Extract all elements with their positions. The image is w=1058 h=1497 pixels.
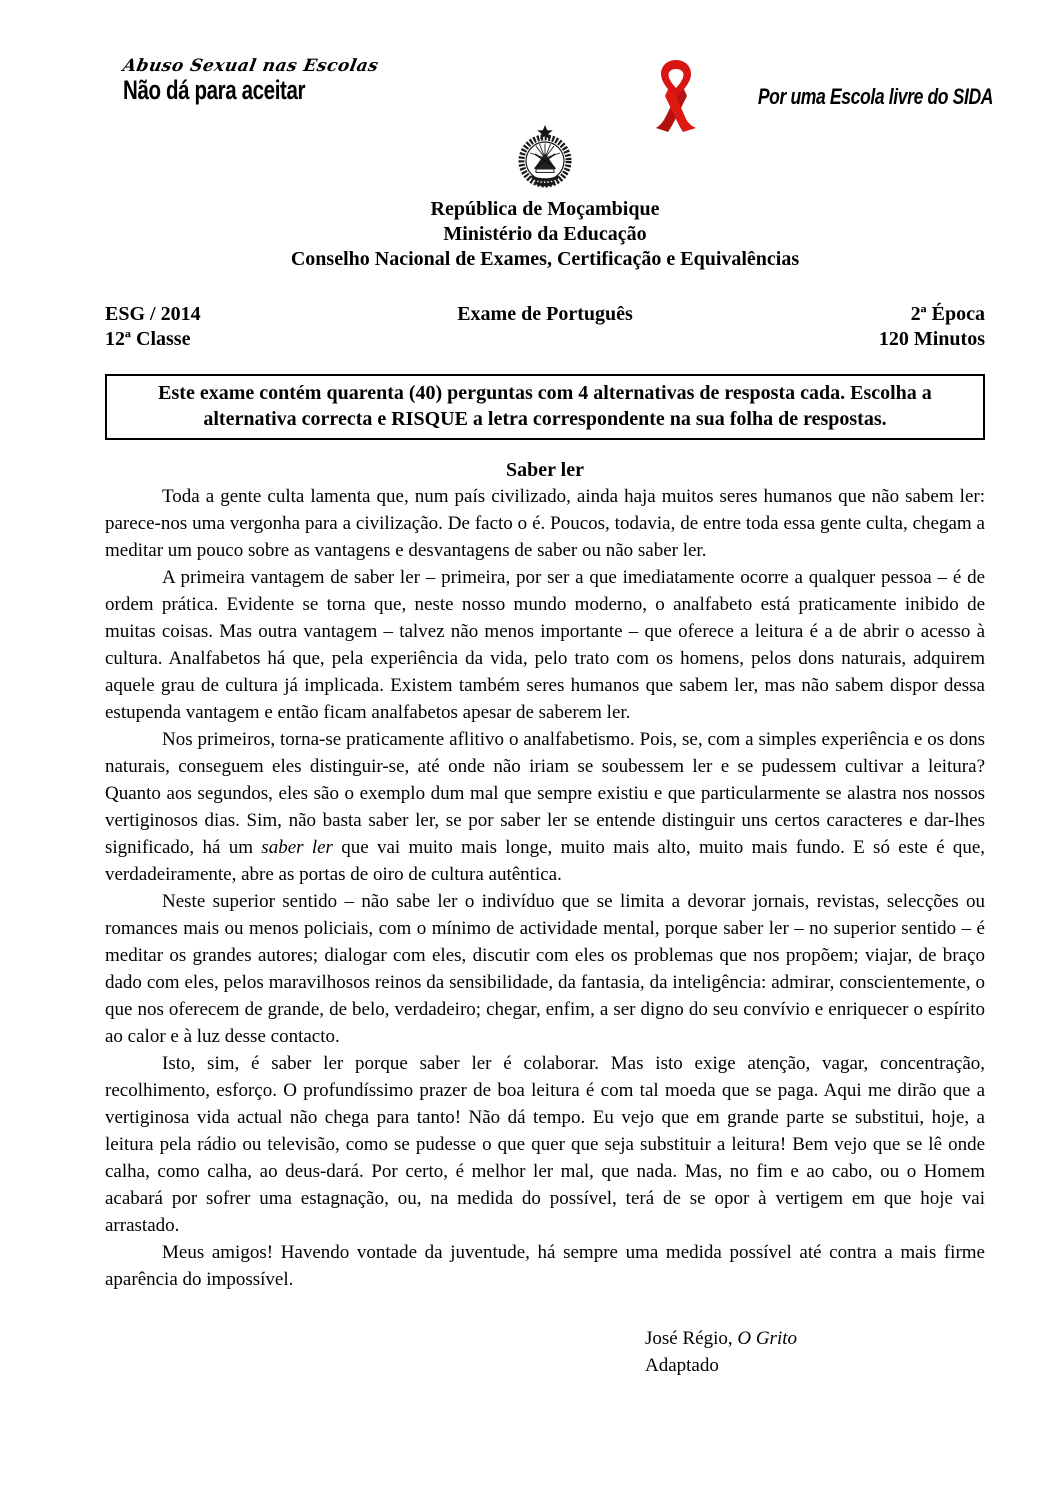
exam-level-year: ESG / 2014	[105, 303, 201, 325]
paragraph-6: Meus amigos! Havendo vontade da juventude, há sempre uma medida possível até contra a mais firme aparência do impossível.	[105, 1242, 985, 1290]
paragraph-3-pre: Nos primeiros, torna-se praticamente aflitivo o analfabetismo. Pois, se, com a simples experiência e os dons naturais, conseguem eles distinguir-se, até onde não iriam se soubessem ler e se pudessem cultivar a leitura? Quanto aos segundos, eles são o exemplo dum mal que sempre existiu e que particularmente se alastra nos nossos vertiginosos dias. Sim, não basta saber ler, se por saber ler se entende distinguir uns certos caracteres e dar-lhes significado, há um	[105, 729, 985, 858]
exam-info-row-2	[105, 327, 985, 352]
paragraph-4: Neste superior sentido – não sabe ler o indivíduo que se limita a devorar jornais, revistas, selecções ou romances mais ou menos policiais, com o mínimo de actividade mental, porque saber ler – no superior sentido – é meditar os grandes autores; dialogar com eles, discutir com eles os problemas que nos propõem; viajar, de braço dado com eles, pelos maravilhosos reinos da sensibilidade, da fantasia, da inteligência: admirar, conscientemente, o que nos oferecem de grande, de belo, verdadeiro; chegar, enfim, a ser digno do seu convívio e enriquecer o espírito ao calor e à luz desse contacto.	[105, 891, 985, 1047]
attribution-adapted-note: Adaptado	[645, 1355, 719, 1376]
exam-info-row-1	[105, 302, 985, 327]
paragraph-3	[105, 726, 985, 888]
exam-epoch: 2ª Época	[910, 303, 985, 325]
campaign-right-block	[653, 58, 993, 142]
paragraph-3-post: que vai muito mais longe, muito mais alto, muito mais fundo. E só este é que, verdadeiramente, abre as portas de oiro de cultura autêntica.	[105, 837, 986, 885]
red-ribbon-icon	[653, 58, 699, 142]
attribution-work-title: O Grito	[737, 1328, 798, 1349]
exam-subject: Exame de Português	[457, 303, 633, 325]
exam-duration: 120 Minutos	[878, 328, 985, 350]
campaign-bold-line: Não dá para aceitar	[123, 75, 306, 105]
campaign-ribbon-slogan: Por uma Escola livre do SIDA	[757, 84, 993, 109]
passage-title: Saber ler	[506, 459, 584, 481]
official-header	[105, 197, 985, 272]
paragraph-5: Isto, sim, é saber ler porque saber ler é colaborar. Mas isto exige atenção, vagar, concentração, recolhimento, esforço. O profundíssimo prazer de boa leitura é com tal moeda que se paga. Aqui me dirão que a vertiginosa vida actual não chega para tanto! Não dá tempo. Eu vejo que em grande parte se substitui, hoje, a leitura pela rádio ou televisão, como se pudesse o que quer que seja substituir a leitura! Bem vejo que se lê onde calha, como calha, ao deus-dará. Por certo, é melhor ler mal, que nada. Mas, no fim e ao cabo, ou o Homem acabará por sofrer uma estagnação, ou, na medida do possível, terá de se opor à vertigem em que hoje vai arrastado.	[105, 1053, 985, 1236]
instructions-box: Este exame contém quarenta (40) perguntas com 4 alternativas de resposta cada. Escolha a alternativa correcta e RISQUE a letra correspondente na sua folha de respostas.	[105, 374, 985, 440]
attribution-author-line	[645, 1325, 985, 1352]
header-council: Conselho Nacional de Exames, Certificação e Equivalências	[290, 248, 800, 270]
reading-passage	[105, 457, 985, 1379]
campaign-left-block	[121, 56, 381, 105]
exam-grade: 12ª Classe	[105, 328, 191, 350]
paragraph-1: Toda a gente culta lamenta que, num país civilizado, ainda haja muitos seres humanos que não sabem ler: parece-nos uma vergonha para a civilização. De facto o é. Poucos, todavia, de entre toda essa gente culta, chegam a meditar um pouco sobre as vantagens e desvantagens de saber ou não saber ler.	[105, 486, 985, 561]
exam-info	[105, 302, 985, 352]
campaign-script-line: Abuso Sexual nas Escolas	[121, 56, 381, 76]
header-country: República de Moçambique	[430, 198, 660, 220]
attribution	[645, 1325, 985, 1379]
paragraph-2: A primeira vantagem de saber ler – primeira, por ser a que imediatamente ocorre a qualquer pessoa – é de ordem prática. Evidente se torna que, neste nosso mundo moderno, o analfabeto está praticamente inibido de muitas coisas. Mas outra vantagem – talvez não menos importante – que oferece a leitura é a de abrir o acesso à cultura. Analfabetos há que, pela experiência da vida, pelo trato com os homens, pelos dons naturais, adquirem aquele grau de cultura já implicada. Existem também seres humanos que sabem ler, mas não sabem dispor dessa estupenda vantagem e então ficam analfabetos apesar de saberem ler.	[105, 567, 985, 723]
exam-page	[105, 0, 993, 1379]
campaign-banner	[105, 56, 993, 154]
paragraph-3-italic-phrase: saber ler	[261, 837, 333, 858]
attribution-author: José Régio,	[645, 1328, 738, 1349]
header-ministry: Ministério da Educação	[443, 223, 647, 245]
mozambique-emblem-icon	[509, 177, 581, 194]
